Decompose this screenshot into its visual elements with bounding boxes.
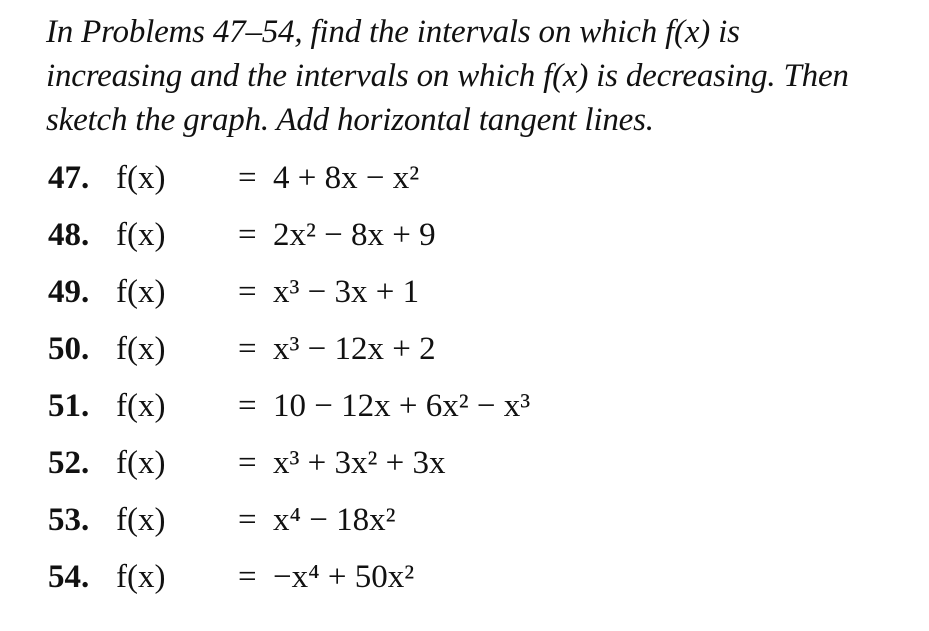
function-name: f(x) [116, 559, 166, 595]
function-expression: 10 − 12x + 6x² − x³ [273, 388, 531, 424]
instructions-line-3: sketch the graph. Add horizontal tangent lines. [46, 102, 654, 138]
equals-sign: = [238, 331, 257, 367]
function-expression: x⁴ − 18x² [273, 502, 396, 538]
problem-number: 47. [48, 160, 90, 196]
function-name: f(x) [116, 502, 166, 538]
problem-number: 52. [48, 445, 90, 481]
equals-sign: = [238, 502, 257, 538]
problem-instructions [46, 10, 916, 142]
function-name: f(x) [116, 445, 166, 481]
problem-number: 50. [48, 331, 90, 367]
problem-number: 53. [48, 502, 90, 538]
function-name: f(x) [116, 217, 166, 253]
instructions-line-2: increasing and the intervals on which f(x) is decreasing. Then [46, 58, 849, 94]
equals-sign: = [238, 274, 257, 310]
equals-sign: = [238, 559, 257, 595]
equals-sign: = [238, 388, 257, 424]
problem-number: 48. [48, 217, 90, 253]
equals-sign: = [238, 445, 257, 481]
instructions-line-1: In Problems 47–54, find the intervals on which f(x) is [46, 14, 740, 50]
function-expression: 2x² − 8x + 9 [273, 217, 436, 253]
function-expression: x³ + 3x² + 3x [273, 445, 446, 481]
function-name: f(x) [116, 388, 166, 424]
function-expression: x³ − 3x + 1 [273, 274, 420, 310]
problem-number: 54. [48, 559, 90, 595]
function-expression: x³ − 12x + 2 [273, 331, 436, 367]
problem-number: 51. [48, 388, 90, 424]
function-expression: 4 + 8x − x² [273, 160, 420, 196]
function-expression: −x⁴ + 50x² [273, 559, 415, 595]
equals-sign: = [238, 217, 257, 253]
function-name: f(x) [116, 331, 166, 367]
equals-sign: = [238, 160, 257, 196]
function-name: f(x) [116, 274, 166, 310]
problem-number: 49. [48, 274, 90, 310]
function-name: f(x) [116, 160, 166, 196]
